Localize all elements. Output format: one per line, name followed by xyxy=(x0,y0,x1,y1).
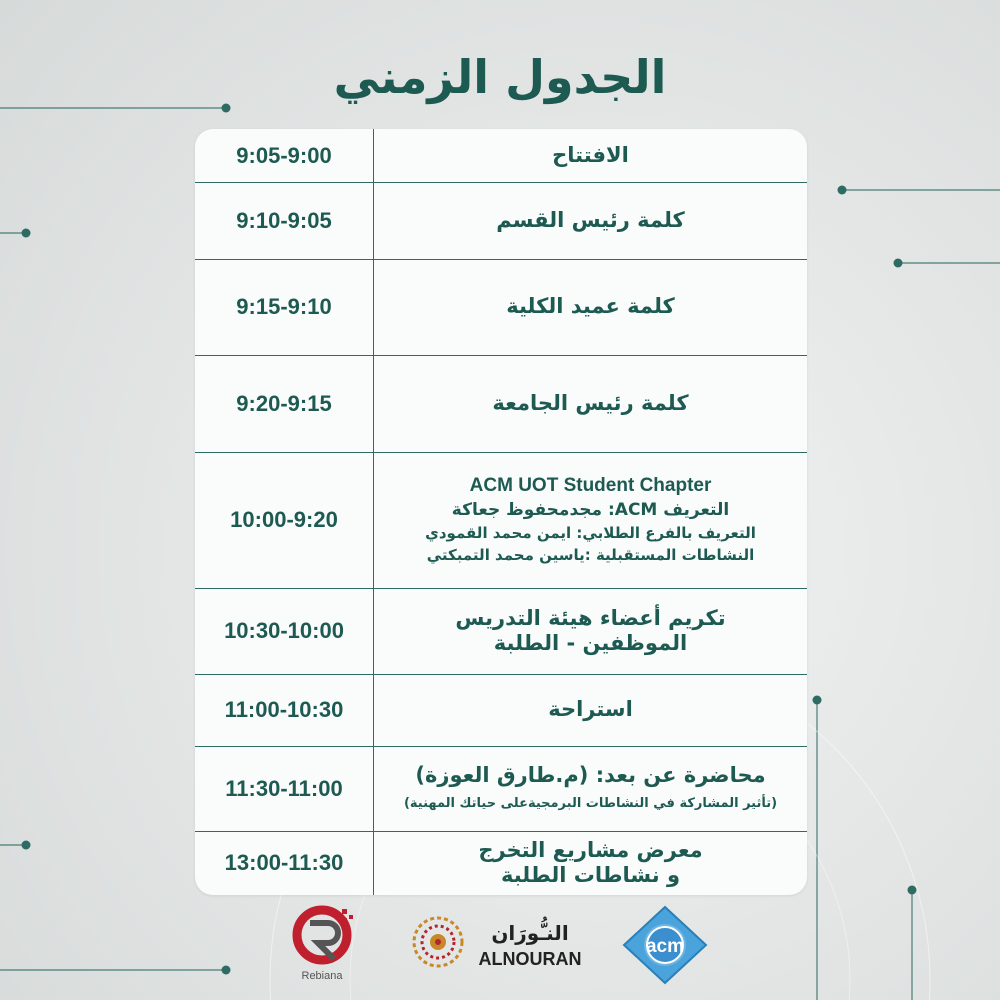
time-cell: 9:20-9:15 xyxy=(236,390,332,416)
schedule-row xyxy=(195,746,807,832)
event-text: محاضرة عن بعد: (م.طارق العوزة) xyxy=(415,763,766,788)
schedule-row xyxy=(195,129,807,183)
event-cell xyxy=(374,588,807,674)
schedule-table xyxy=(195,129,807,895)
schedule-row xyxy=(195,831,807,895)
event-text: تكريم أعضاء هيئة التدريس xyxy=(455,605,726,630)
acm-text: acm xyxy=(645,936,685,957)
event-cell xyxy=(374,674,807,746)
event-cell xyxy=(374,129,807,182)
rebiana-text: Rebiana xyxy=(301,970,343,982)
alnouran-arabic: النـُّورَان xyxy=(491,921,569,945)
event-cell xyxy=(374,746,807,831)
event-text: كلمة رئيس الجامعة xyxy=(492,390,689,415)
schedule-row xyxy=(195,588,807,675)
rebiana-logo xyxy=(282,905,362,983)
event-line: النشاطات المستقبلية :ياسين محمد التمبكتي xyxy=(426,545,755,564)
event-text: معرض مشاريع التخرج xyxy=(478,837,703,862)
event-cell xyxy=(374,355,807,452)
event-subtext: (تأثير المشاركة في النشاطات البرمجيةعلى حياتك المهنية) xyxy=(403,795,778,811)
event-cell xyxy=(374,831,807,895)
event-text: الافتتاح xyxy=(552,142,629,167)
event-line: التعريف ACM: مجدمحفوظ جعاكة xyxy=(451,500,730,521)
schedule-row xyxy=(195,674,807,747)
time-cell: 9:10-9:05 xyxy=(236,207,332,233)
time-cell: 9:05-9:00 xyxy=(236,142,332,168)
schedule-row xyxy=(195,182,807,260)
time-cell: 9:15-9:10 xyxy=(236,294,332,319)
event-text: كلمة عميد الكلية xyxy=(506,294,675,319)
event-cell xyxy=(374,182,807,259)
time-cell: 10:00-9:20 xyxy=(230,507,338,532)
event-text: استراحة xyxy=(548,697,633,722)
schedule-row xyxy=(195,259,807,356)
time-cell: 10:30-10:00 xyxy=(224,618,344,643)
time-cell: 11:00-10:30 xyxy=(224,697,344,722)
event-text: الموظفين - الطلبة xyxy=(493,631,688,655)
alnouran-logo xyxy=(410,910,590,980)
schedule-row xyxy=(195,355,807,453)
event-cell xyxy=(374,259,807,355)
event-cell xyxy=(374,452,807,588)
acm-logo xyxy=(622,905,708,985)
sponsor-logos xyxy=(0,905,1000,985)
event-text: و نشاطات الطلبة xyxy=(501,863,681,887)
alnouran-english: ALNOURAN xyxy=(478,949,582,969)
event-line: التعريف بالفرع الطلابي: ايمن محمد القمودي xyxy=(425,523,756,542)
time-cell: 11:30-11:00 xyxy=(225,775,343,801)
event-text: كلمة رئيس القسم xyxy=(496,207,685,232)
page-title: الجدول الزمني xyxy=(333,50,667,104)
event-title: ACM UOT Student Chapter xyxy=(469,474,712,496)
time-cell: 13:00-11:30 xyxy=(224,850,344,875)
schedule-row xyxy=(195,452,807,589)
